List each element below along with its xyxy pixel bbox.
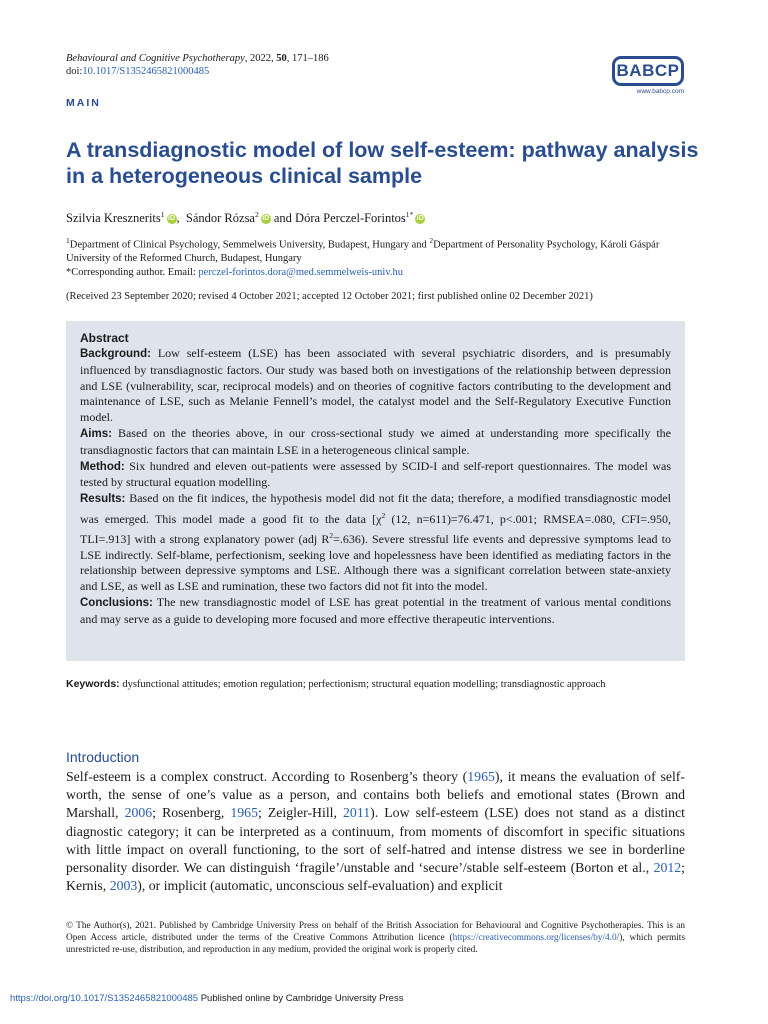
- abstract-label: Background:: [80, 348, 151, 360]
- author-affil-sup: 2: [254, 210, 259, 219]
- abstract-text: Based on the fit indices, the hypothesis model did not fit the data; therefore, a modified transdiagnostic model was emerged. This model made a good fit to the data [χ: [80, 491, 671, 526]
- body-text: ), or implicit (automatic, unconscious self-evaluation) and explicit: [137, 878, 503, 894]
- journal-year: , 2022,: [244, 53, 277, 64]
- orcid-icon[interactable]: iD: [168, 215, 176, 223]
- affil-sup: 2: [429, 236, 434, 245]
- logo-url: www.babcp.com: [636, 88, 684, 95]
- article-title: A transdiagnostic model of low self-esteem: pathway analysis in a heterogeneous clinical sample: [66, 138, 699, 188]
- affil-text: Department of Personality Psychology, Károli Gáspár University of the Reformed Church, Budapest, Hungary: [66, 239, 660, 264]
- introduction-heading: Introduction: [66, 749, 140, 765]
- body-text: Self-esteem is a complex construct. According to Rosenberg’s theory (: [66, 769, 468, 784]
- corresponding-label: *Corresponding author. Email:: [66, 266, 199, 278]
- abstract-label: Aims:: [80, 427, 112, 440]
- footer-doi-link[interactable]: https://doi.org/10.1017/S1352465821000485: [10, 993, 199, 1004]
- body-text: ). Low self-esteem (LSE) does not stand as a distinct diagnostic category; it can be interpreted as a continuum, from moments of discomfort in specific situations with little impact on overall functioning, to the sort of self-hatred and intense distress we see in borderline personality disorder. We can distinguish ‘fragile’/unstable and ‘secure’/stable self-esteem (Borton et al.,: [66, 805, 685, 876]
- keywords-text: dysfunctional attitudes; emotion regulation; perfectionism; structural equation modelling; transdiagnostic approach: [119, 679, 606, 690]
- citation-link[interactable]: 2012: [653, 860, 682, 876]
- author-affil-sup: 1: [160, 210, 165, 219]
- journal-pages: , 171–186: [286, 53, 329, 64]
- logo-badge: [612, 56, 684, 86]
- affiliations: [66, 234, 706, 279]
- citation-link[interactable]: 2003: [109, 878, 138, 894]
- license-text: © The Author(s), 2021. Published by Cambridge University Press on behalf of the British Association for Behavioural and Cognitive Psychotherapies. This is an Open Access article, distributed under the terms of the Creative Commons Attribution licence (: [66, 921, 685, 943]
- abstract-text: The new transdiagnostic model of LSE has great potential in the treatment of various mental conditions and may serve as a guide to developing more focused and more effective therapeutic interventions.: [80, 594, 671, 626]
- abstract-conclusions: [80, 595, 671, 628]
- abstract-label: Conclusions:: [80, 596, 153, 609]
- abstract-results: [80, 491, 671, 595]
- citation-link[interactable]: 2006: [124, 805, 153, 821]
- abstract-aims: [80, 426, 671, 459]
- chi-square-sup: 2: [381, 510, 386, 520]
- author-name: Szilvia Kresznerits: [66, 211, 161, 226]
- orcid-icon[interactable]: iD: [262, 215, 270, 223]
- introduction-paragraph: [66, 768, 685, 895]
- corresponding-email-link[interactable]: perczel-forintos.dora@med.semmelweis-univ.hu: [198, 266, 404, 278]
- license-text: ), which permits unrestricted re-use, distribution, and reproduction in any medium, provided the original work is properly cited.: [66, 933, 685, 955]
- footer-publisher: Published online by Cambridge University Press: [198, 993, 404, 1004]
- citation-link[interactable]: 1965: [230, 805, 258, 821]
- affil-text: Department of Clinical Psychology, Semmelweis University, Budapest, Hungary and: [69, 239, 430, 251]
- citation-link[interactable]: 2011: [343, 805, 371, 821]
- abstract-heading: Abstract: [80, 331, 129, 345]
- keywords: [66, 677, 685, 693]
- abstract-text: Based on the theories above, in our cross-sectional study we aimed at understanding more specifically the transdiagnostic factors that can maintain LSE in a heterogeneous clinical sample.: [80, 425, 671, 457]
- page-footer: [10, 993, 403, 1004]
- doi-line: [66, 65, 209, 78]
- author-name: Sándor Rózsa: [185, 211, 255, 226]
- author-list: [66, 207, 425, 226]
- author-separator: ,: [176, 211, 180, 226]
- abstract-label: Results:: [80, 493, 126, 506]
- section-label: MAIN: [66, 97, 101, 109]
- journal-citation: [66, 52, 329, 65]
- doi-prefix: doi:: [66, 66, 83, 77]
- body-text: ), it means the evaluation of self-worth, the sense of one’s value as a person, and contains both beliefs and emotional states (Brown and Marshall,: [66, 769, 685, 821]
- abstract-text: Low self-esteem (LSE) has been associated with several psychiatric disorders, and is presumably influenced by transdiagnostic factors. Our study was based both on investigations of the relationship between depression and LSE (vulnerability, scar, reciprocal models) and on theories of cognitive factors contributing to the development and maintenance of LSE, such as Melanie Fennell’s model, the catalyst model and the Self-Regulatory Executive Function model.: [80, 346, 671, 425]
- babcp-logo[interactable]: [612, 56, 688, 100]
- abstract-label: Method:: [80, 460, 125, 473]
- author-and: and: [273, 211, 292, 226]
- body-text: ; Zeigler-Hill,: [257, 805, 344, 821]
- abstract-text: (12, n=611)=76.471, p<.001; RMSEA=.080, CFI=.950, TLI=.913] with a strong explanatory power (adj R: [80, 511, 671, 546]
- keywords-label: Keywords:: [66, 678, 120, 690]
- abstract-box: [66, 321, 685, 661]
- author-affil-sup: 1*: [405, 210, 414, 219]
- doi-link[interactable]: 10.1017/S1352465821000485: [82, 66, 210, 77]
- r-square-sup: 2: [329, 530, 334, 540]
- abstract-method: [80, 459, 671, 492]
- affil-sup: 1: [66, 236, 70, 245]
- citation-link[interactable]: 1965: [467, 769, 495, 784]
- license-note: [66, 920, 685, 956]
- abstract-text: =.636). Severe stressful life events and depressive symptoms lead to LSE indirectly. Self-blame, perfectionism, seeking love and hopelessness have been identified as mediating factors in the relationship between depressive symptoms and LSE. Although there was a significant correlation between state-anxiety and LSE, as well as LSE and rumination, these two factors did not fit into the model.: [80, 531, 671, 594]
- orcid-icon[interactable]: iD: [416, 215, 424, 223]
- license-link[interactable]: https://creativecommons.org/licenses/by/4.0/: [452, 933, 620, 943]
- body-text: ; Kernis,: [66, 860, 685, 894]
- body-text: ; Rosenberg,: [152, 805, 231, 821]
- author-name: Dóra Perczel-Forintos: [295, 211, 406, 226]
- abstract-text: Six hundred and eleven out-patients were assessed by SCID-I and self-report questionnaires. The model was tested by structural equation modelling.: [80, 458, 671, 490]
- logo-text: BABCP: [616, 61, 680, 80]
- abstract-background: [80, 346, 671, 426]
- article-dates: (Received 23 September 2020; revised 4 October 2021; accepted 12 October 2021; first published online 02 December 2021): [66, 291, 593, 302]
- journal-volume: 50: [276, 53, 287, 64]
- journal-name: Behavioural and Cognitive Psychotherapy: [66, 53, 245, 64]
